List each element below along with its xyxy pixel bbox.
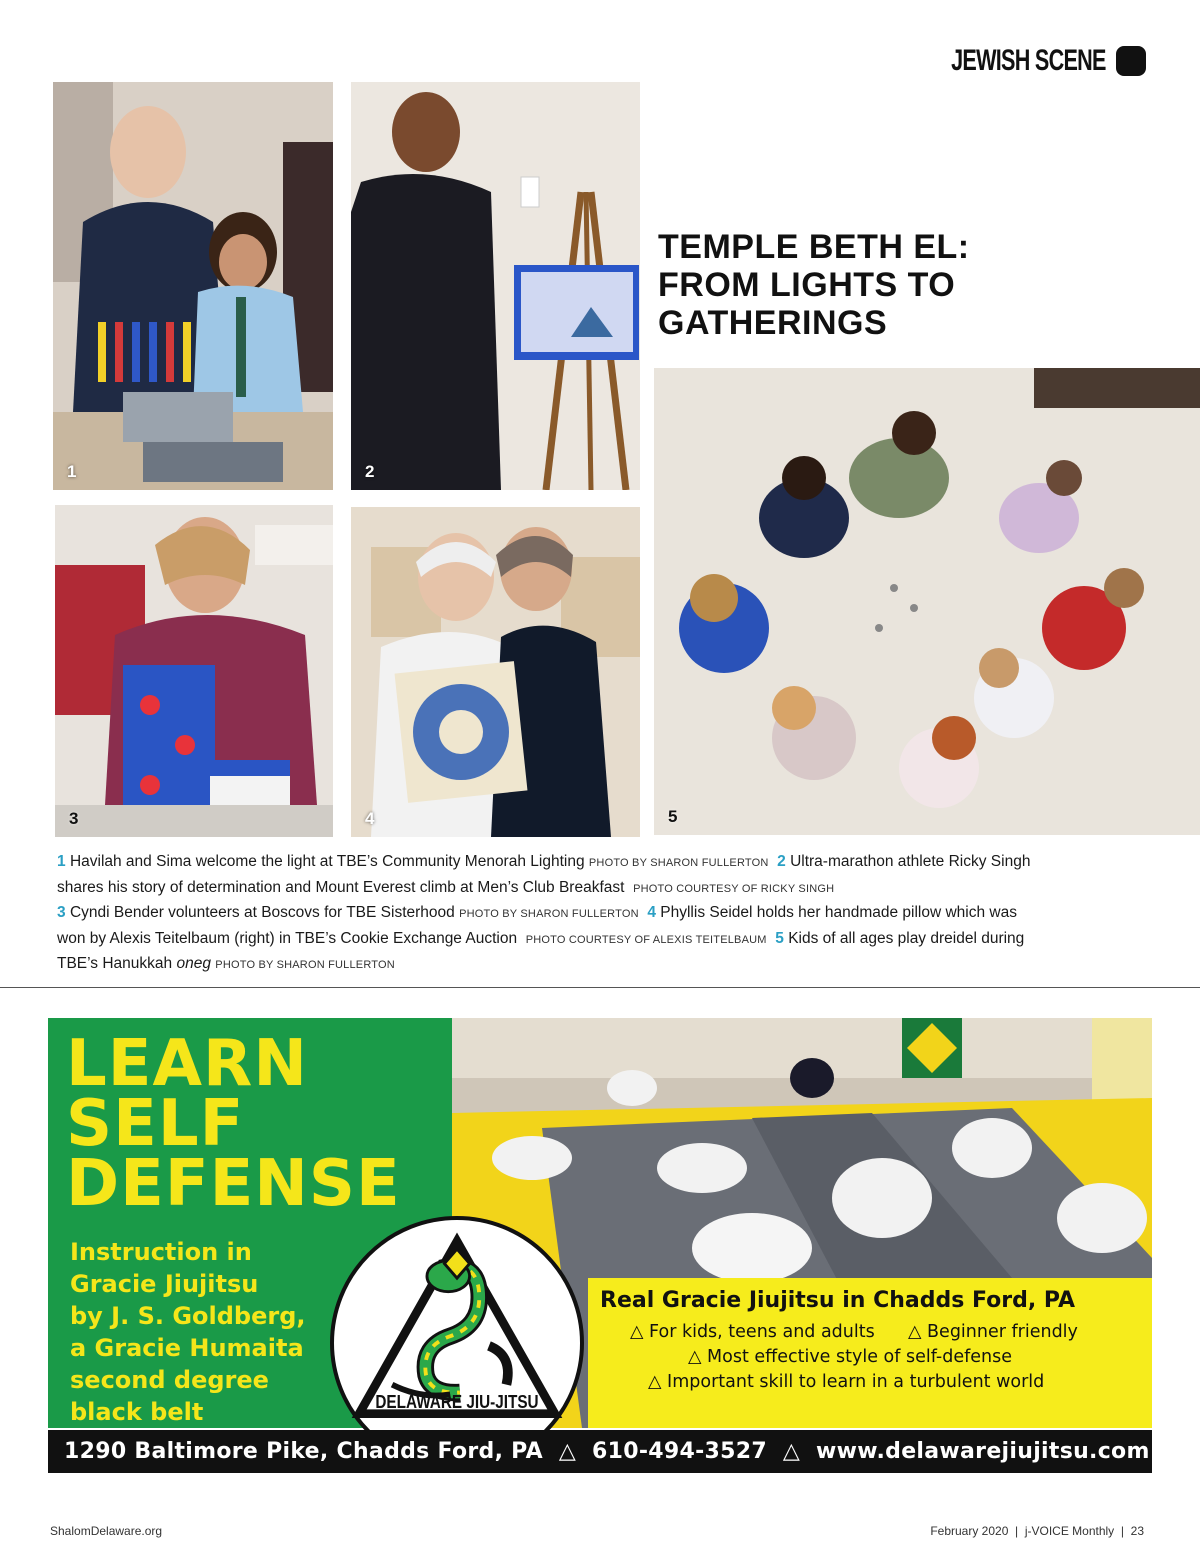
ad-bullet (648, 1372, 1044, 1392)
footer-date: February 2020 (930, 1524, 1009, 1538)
section-tag-marker (1116, 46, 1146, 76)
photo-credit: PHOTO BY SHARON FULLERTON (588, 857, 769, 869)
article-headline (658, 228, 1088, 342)
caption-number: 3 (57, 904, 66, 921)
triangle-icon: △ (648, 1372, 662, 1392)
caption-number: 2 (777, 853, 786, 870)
ad-contact-bar (48, 1430, 1152, 1473)
ad-headline-line: SELF (66, 1087, 245, 1161)
instruction-line: second degree (70, 1366, 269, 1394)
ad-website-link[interactable]: www.delawarejiujitsu.com (816, 1439, 1150, 1464)
footer-site[interactable]: ShalomDelaware.org (50, 1524, 163, 1538)
instruction-line: black belt (70, 1398, 204, 1426)
ad-headline-line: LEARN (66, 1027, 308, 1101)
photo-number: 3 (69, 809, 79, 828)
photo-dreidel-game (654, 368, 1200, 835)
photo-credit: PHOTO COURTESY OF ALEXIS TEITELBAUM (525, 933, 767, 946)
photo-captions (57, 850, 1047, 978)
section-tag-label: JEWISH SCENE (951, 44, 1106, 77)
ad-yellow-panel (588, 1278, 1152, 1428)
caption-number: 4 (647, 904, 656, 921)
caption-text: Phyllis Seidel holds her handmade pillow which was won by Alexis Teitelbaum (right) in TBE’s Cookie Exchange Auction (57, 904, 1017, 947)
bullet-text: For kids, teens and adults (649, 1322, 875, 1342)
photo-boscovs-volunteer (55, 505, 333, 837)
footer-info: February 2020 | j-VOICE Monthly | 23 (930, 1524, 1144, 1538)
footer-publication: j-VOICE Monthly (1024, 1524, 1115, 1538)
section-divider (0, 987, 1200, 988)
caption-text: Cyndi Bender volunteers at Boscovs for TBE Sisterhood (69, 904, 455, 921)
photo-number: 1 (67, 462, 77, 481)
ad-headline (66, 1027, 401, 1221)
ad-address: 1290 Baltimore Pike, Chadds Ford, PA (64, 1439, 543, 1464)
photo-everest-talk (351, 82, 640, 490)
ad-instruction-text (70, 1236, 330, 1428)
photo-credit: PHOTO COURTESY OF RICKY SINGH (633, 882, 835, 895)
logo-text: DELAWARE JIU-JITSU (375, 1392, 539, 1412)
ad-bullet (688, 1347, 1012, 1367)
triangle-icon: △ (558, 1439, 577, 1464)
photo-number: 2 (365, 462, 375, 481)
triangle-icon: △ (688, 1347, 702, 1367)
caption-number: 5 (775, 929, 784, 947)
ad-bullet (908, 1322, 1078, 1342)
jiujitsu-advertisement (48, 1018, 1152, 1473)
photo-cookie-auction (351, 507, 640, 837)
triangle-icon: △ (630, 1322, 644, 1342)
page-number: 23 (1130, 1524, 1144, 1538)
caption-number: 1 (57, 853, 66, 870)
ad-yellow-title: Real Gracie Jiujitsu in Chadds Ford, PA (600, 1288, 1075, 1313)
caption-text: Ultra-marathon athlete Ricky Singh shares his story of determination and Mount Everest climb at Men’s Club Breakfast (57, 853, 1031, 896)
bullet-text: Important skill to learn in a turbulent world (667, 1372, 1045, 1392)
photo-credit: PHOTO BY SHARON FULLERTON (215, 959, 395, 971)
headline-line: TEMPLE BETH EL: (658, 228, 970, 266)
caption-text: Havilah and Sima welcome the light at TBE’s Community Menorah Lighting (69, 853, 585, 870)
bullet-text: Most effective style of self-defense (707, 1347, 1013, 1367)
photo-menorah-lighting (53, 82, 333, 490)
instruction-line: Gracie Jiujitsu (70, 1270, 259, 1298)
instruction-line: a Gracie Humaita (70, 1334, 304, 1362)
headline-line: FROM LIGHTS TO (658, 266, 956, 304)
ad-headline-line: DEFENSE (66, 1147, 401, 1221)
triangle-icon: △ (908, 1322, 922, 1342)
instruction-line: Instruction in (70, 1238, 252, 1266)
ad-phone[interactable]: 610-494-3527 (592, 1439, 767, 1464)
bullet-text: Beginner friendly (927, 1322, 1078, 1342)
photo-number: 4 (365, 809, 375, 828)
ad-bullet (630, 1322, 875, 1342)
instruction-line: by J. S. Goldberg, (70, 1302, 306, 1330)
triangle-icon: △ (782, 1439, 801, 1464)
photo-credit: PHOTO BY SHARON FULLERTON (459, 908, 639, 920)
caption-text: Kids of all ages play dreidel during TBE’s Hanukkah (57, 929, 1025, 972)
caption-italic: oneg (176, 955, 211, 972)
section-tag (891, 44, 1146, 78)
photo-number: 5 (668, 807, 678, 826)
headline-line: GATHERINGS (658, 304, 888, 342)
